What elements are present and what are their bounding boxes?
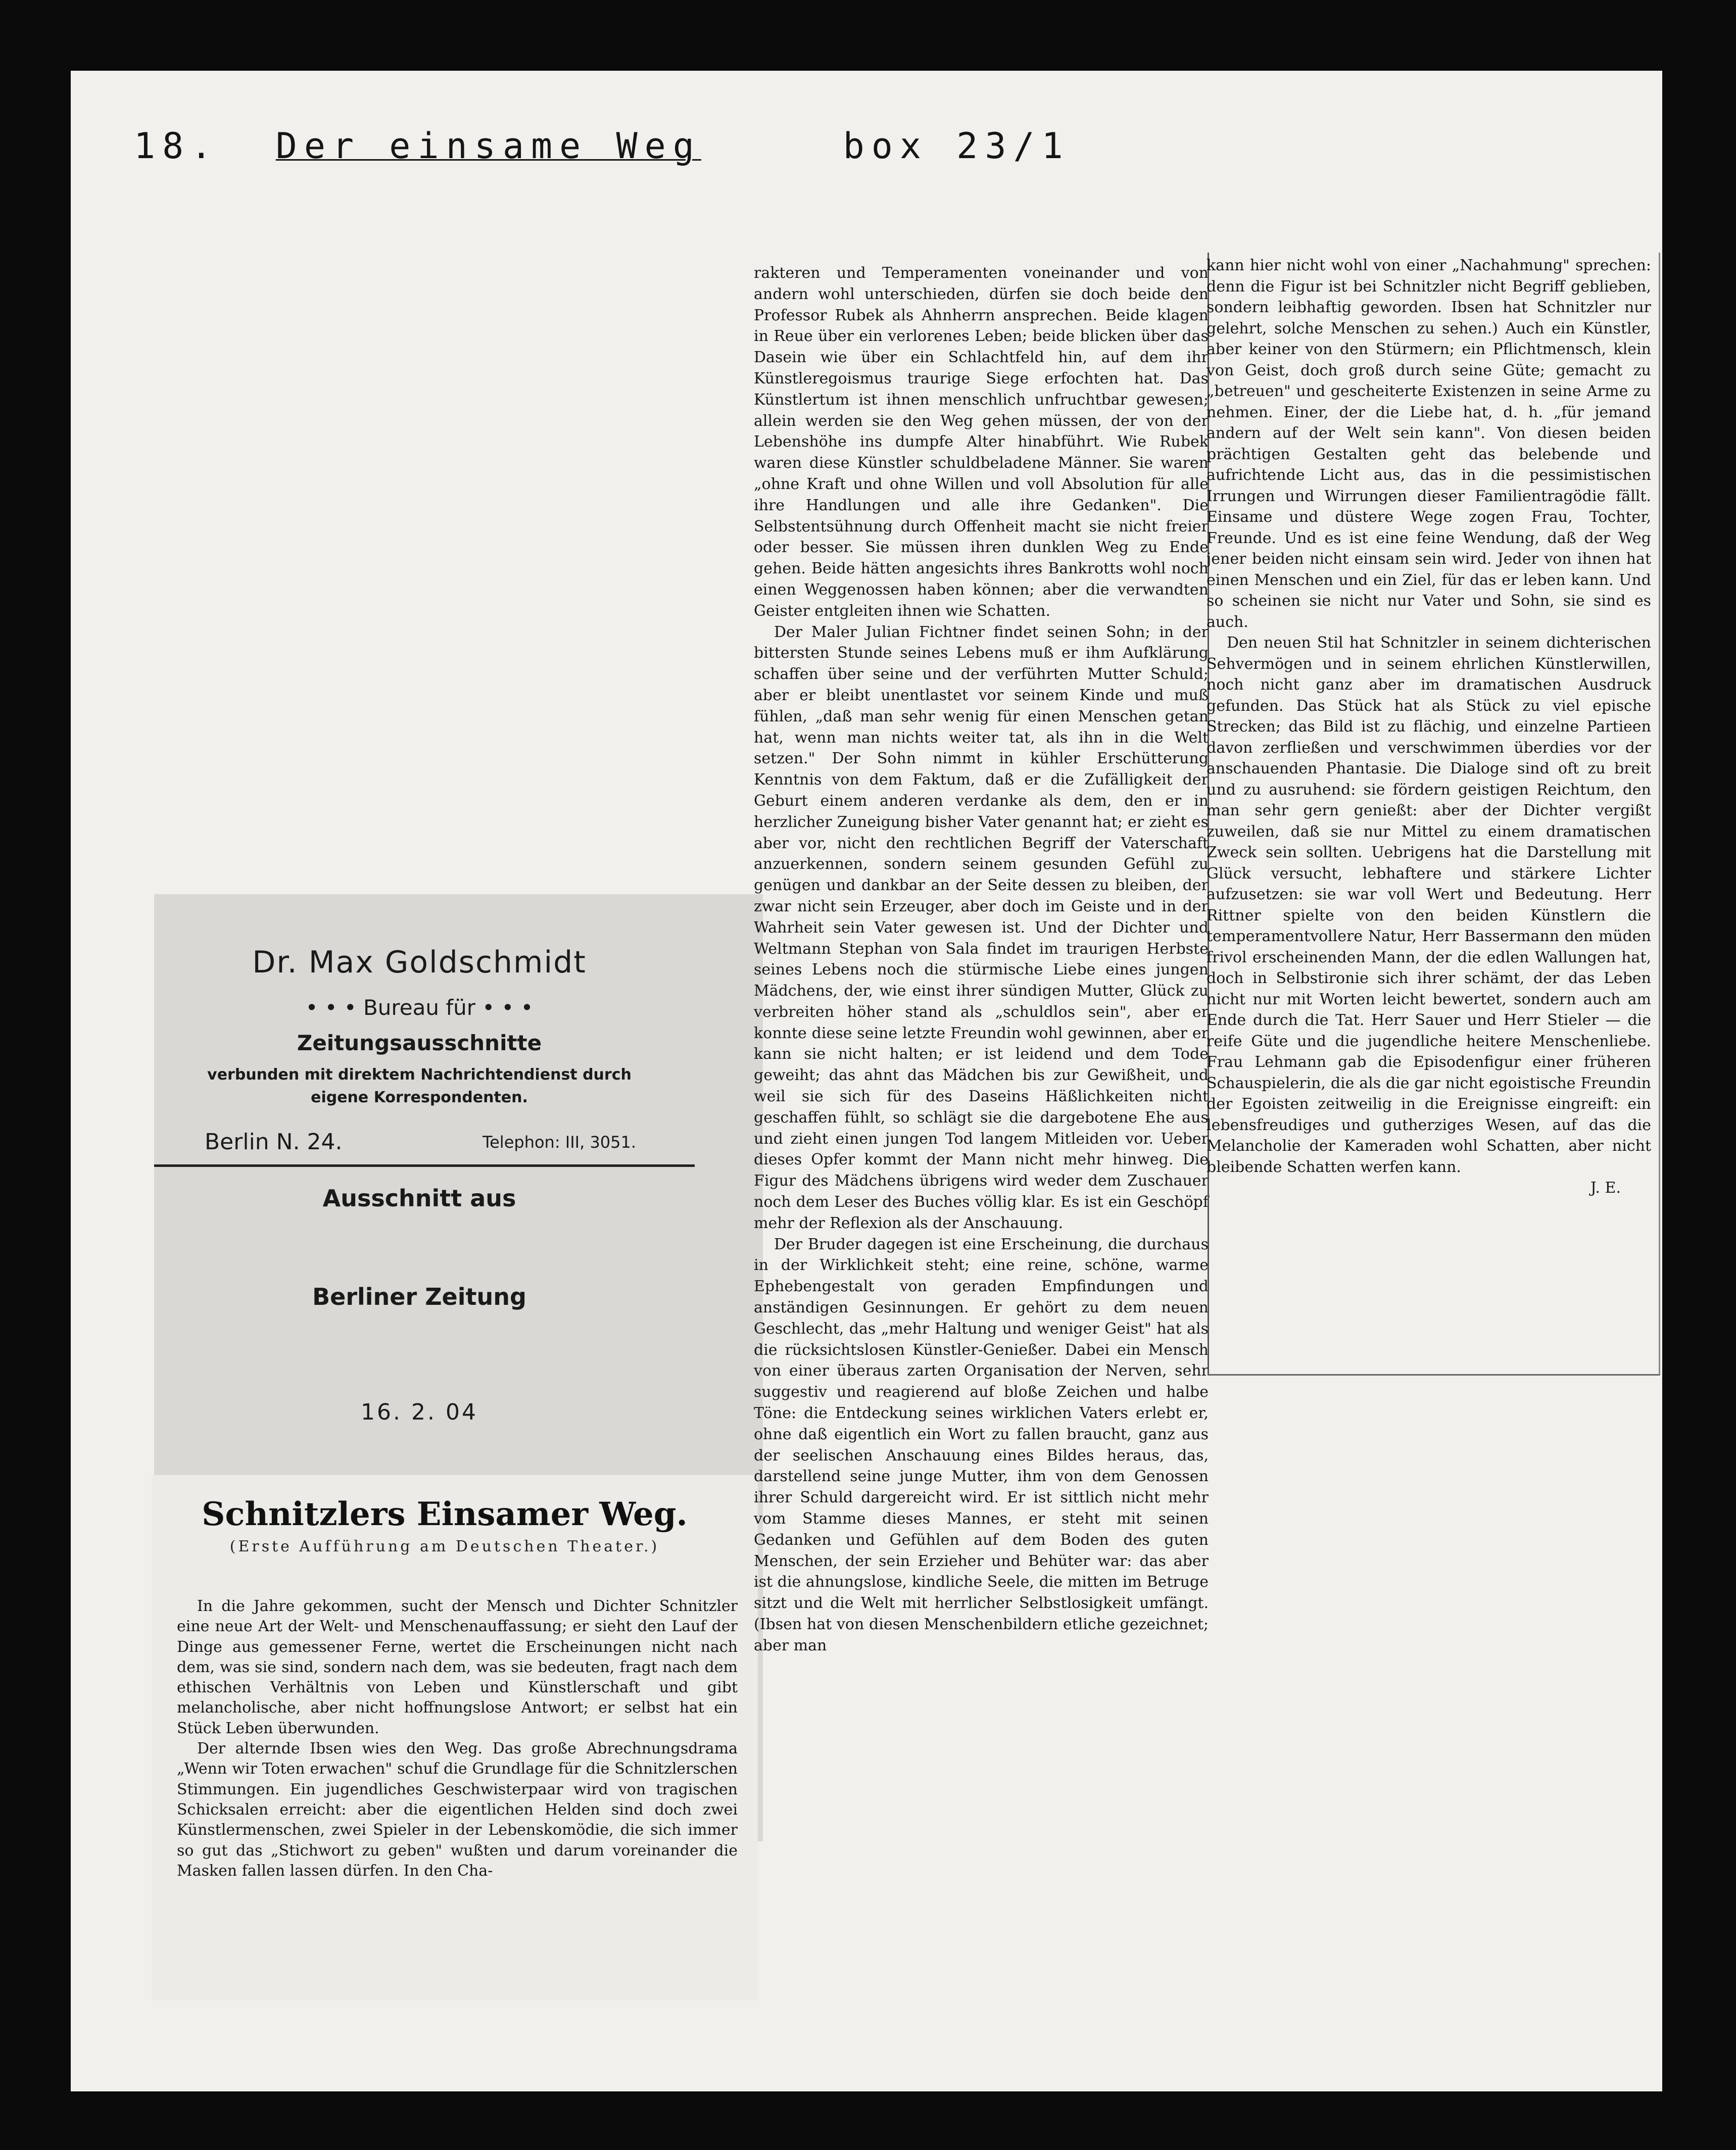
article-column-1: [177, 1596, 738, 1881]
bureau-line2: eigene Korrespondenten.: [311, 1089, 528, 1106]
bureau-line1: verbunden mit direktem Nachrichtendienst durch: [207, 1066, 632, 1084]
card-divider: [154, 1164, 695, 1167]
bureau-line: • • • Bureau für • • •: [305, 995, 534, 1020]
article-column-2: [754, 263, 1209, 1656]
bureau-name: Dr. Max Goldschmidt: [252, 945, 587, 980]
newspaper-name: Berliner Zeitung: [312, 1283, 526, 1310]
clip-from-label: Ausschnitt aus: [322, 1185, 516, 1212]
article-clipping: [152, 1475, 758, 2000]
article-paragraph: Den neuen Stil hat Schnitzler in seinem dichterischen Sehvermögen und in seinem ehrlichen Künstlerwillen, noch nicht ganz aber im dramatischen Ausdruck gefunden. Das Stück hat als Stück zu viel epische Strecken; das Bild ist zu flächig, und einzelne Partieen davon zerfließen und verschwimmen überdies vor der anschauenden Phantasie. Die Dialoge sind oft zu breit und zu ausruhend: sie fördern geistigen Reichtum, den man sehr gern genießt: aber der Dichter vergißt zuweilen, daß sie nur Mittel zu einem dramatischen Zweck sein sollten. Uebrigens hat die Darstellung mit Glück versucht, lebhaftere und stärkere Lichter aufzusetzen: sie war voll Wert und Bedeutung. Herr Rittner spielte von den beiden Künstlern die temperamentvollere Natur, Herr Bassermann den müden frivol erscheinenden Mann, der die edlen Wallungen hat, doch in Selbstironie sich ihrer schämt, der das Leben nicht nur mit Worten leicht bewertet, sondern auch am Ende durch die Tat. Herr Sauer und Herr Stieler — die reife Güte und die jugendliche heitere Menschenliebe. Frau Lehmann gab die Episodenfigur einer früheren Schauspielerin, die als die gar nicht egoistische Freundin der Egoisten zeitweilig in die Ereignisse eingreift: ein lebensfreudiges und gutherziges Wesen, auf das die Melancholie der Kameraden wohl Schatten, aber nicht bleibende Schatten werfen kann.: [1207, 634, 1651, 1176]
bureau-telephone: Telephon: III, 3051.: [483, 1133, 637, 1152]
article-paragraph: Der alternde Ibsen wies den Weg. Das große Abrechnungsdrama „Wenn wir Toten erwachen" schuf die Grundlage für die Schnitzlerschen Stimmungen. Ein jugendliches Geschwisterpaar wird von tragischen Schicksalen erreicht: aber die eigentlichen Helden sind doch zwei Künstlermenschen, zwei Spieler in der Lebenskomödie, die sich immer so gut das „Stichwort zu geben" wußten und darum voreinander die Masken fallen lassen dürfen. In den Cha-: [177, 1740, 738, 1880]
box-label: box 23/1: [843, 125, 1070, 167]
article-paragraph: Der Maler Julian Fichtner findet seinen Sohn; in der bittersten Stunde seines Lebens muß er ihm Aufklärung schaffen über seine und der verführten Mutter Schuld; aber er bleibt unentlastet vor seinem Kinde und muß fühlen, „daß man sehr wenig für einen Menschen getan hat, wenn man nichts weiter tat, als ihn in die Welt setzen." Der Sohn nimmt in kühler Erschütterung Kenntnis von dem Faktum, daß er die Zufälligkeit der Geburt einem anderen verdanke als dem, den er in herzlicher Zuneigung bisher Vater genannt hat; er zieht es aber vor, nicht den rechtlichen Begriff der Vaterschaft anzuerkennen, sondern seinem gesunden Gefühl zu genügen und dankbar an der Seite dessen zu bleiben, der zwar nicht sein Erzeuger, aber doch im Geiste und in der Wahrheit sein Vater gewesen ist. Und der Dichter und Weltmann Stephan von Sala findet im traurigen Herbste seines Lebens noch die stürmische Liebe eines jungen Mädchens, der, wie einst ihrer sündigen Mutter, Glück zu verbreiten höher stand als „schuldlos sein", aber er konnte diese seine letzte Freundin wohl gewinnen, aber er kann sie nicht halten; er ist leidend und dem Tode geweiht; das ahnt das Mädchen bis zur Gewißheit, und weil sie sich für des Daseins Häßlichkeiten nicht geschaffen fühlt, so schlägt sie die dargebotene Ehe aus und zieht einen jungen Tod langem Mitleiden vor. Ueber dieses Opfer kommt der Mann nicht mehr hinweg. Die Figur des Mädchens übrigens wird weder dem Zuschauer noch dem Leser des Buches völlig klar. Es ist ein Geschöpf mehr der Reflexion als der Anschauung.: [754, 623, 1209, 1232]
article-paragraph: Der Bruder dagegen ist eine Erscheinung, die durchaus in der Wirklichkeit steht; eine reine, schöne, warme Ephebengestalt von geraden Empfindungen und anständigen Gesinnungen. Er gehört zu dem neuen Geschlecht, das „mehr Haltung und weniger Geist" hat als die rücksichtslosen Künstler-Genießer. Dabei ein Mensch von einer überaus zarten Organisation der Nerven, sehr suggestiv und reagierend auf bloße Zeichen und halbe Töne: die Entdeckung seines wirklichen Vaters erlebt er, ohne daß eigentlich ein Wort zu fallen braucht, ganz aus der seelischen Anschauung eines Bildes heraus, das, darstellend seine junge Mutter, ihm von dem Genossen ihrer Schuld dargereicht wird. Er ist sittlich nicht mehr vom Stamme dieses Mannes, er steht mit seinen Gedanken und Gefühlen auf dem Boden des guten Menschen, der sein Erzieher und Behüter war: das aber ist die ahnungslose, kindliche Seele, die mitten im Betruge sitzt und die Welt mit herrlicher Selbstlosigkeit umfängt. (Ibsen hat von diesen Menschenbildern etliche gezeichnet; aber man: [754, 1235, 1209, 1654]
archive-header: [134, 125, 1070, 167]
clip-date: 16. 2. 04: [361, 1399, 478, 1425]
article-column-3: [1207, 255, 1651, 1199]
article-paragraph: rakteren und Temperamenten voneinander und von andern wohl unterschieden, dürfen sie doch beide den Professor Rubek als Ahnherrn ansprechen. Beide klagen in Reue über ein verlorenes Leben; beide blicken über das Dasein wie über ein Schlachtfeld hin, auf dem ihr Künstleregoismus traurige Siege erfochten hat. Das Künstlertum ist ihnen menschlich unfruchtbar gewesen; allein werden sie den Weg gehen müssen, der von der Lebenshöhe ins dumpfe Alter hinabführt. Wie Rubek waren diese Künstler schuldbeladene Männer. Sie waren „ohne Kraft und ohne Willen und voll Absolution für alle ihre Handlungen und alle ihre Gedanken". Die Selbstentsühnung durch Offenheit macht sie nicht freier oder besser. Sie müssen ihren dunklen Weg zu Ende gehen. Beide hätten angesichts ihres Bankrotts wohl noch einen Weggenossen haben können; aber die verwandten Geister entgleiten ihnen wie Schatten.: [754, 264, 1209, 620]
item-title: Der einsame Weg: [275, 125, 701, 167]
bureau-address: Berlin N. 24.: [205, 1129, 343, 1155]
item-number: 18.: [134, 125, 219, 167]
article-subheadline: (Erste Aufführung am Deutschen Theater.): [229, 1538, 660, 1555]
article-paragraph: In die Jahre gekommen, sucht der Mensch und Dichter Schnitzler eine neue Art der Welt- und Menschenauffassung; er sieht den Lauf der Dinge aus gemessener Ferne, wertet die Erscheinungen nicht nach dem, was sie sind, sondern nach dem, was sie bedeuten, fragt nach dem ethischen Verhältnis von Leben und Künstlerschaft und gibt melancholische, aber nicht hoffnungslose Antwort; er selbst hat ein Stück Leben überwunden.: [177, 1597, 738, 1737]
bureau-service: Zeitungsausschnitte: [297, 1031, 542, 1055]
article-paragraph: kann hier nicht wohl von einer „Nachahmung" sprechen: denn die Figur ist bei Schnitzler nicht Begriff geblieben, sondern leibhaftig geworden. Ibsen hat Schnitzler nur gelehrt, solche Menschen zu sehen.) Auch ein Künstler, aber keiner von den Stürmern; ein Pflichtmensch, klein von Geist, doch groß durch seine Güte; gemacht zu „betreuen" und gescheiterte Existenzen in seine Arme zu nehmen. Einer, der die Liebe hat, d. h. „für jemand andern auf der Welt sein kann". Von diesen beiden prächtigen Gestalten geht das belebende und aufrichtende Licht aus, das in die pessimistischen Irrungen und Wirrungen dieser Familientragödie fällt. Einsame und düstere Wege zogen Frau, Tochter, Freunde. Und es ist eine feine Wendung, daß der Weg jener beiden nicht einsam sein wird. Jeder von ihnen hat einen Menschen und ein Ziel, für das er leben kann. Und so scheinen sie nicht nur Vater und Sohn, sie sind es auch.: [1207, 257, 1651, 631]
article-headline: Schnitzlers Einsamer Weg.: [202, 1495, 688, 1533]
article-signature: J. E.: [1590, 1179, 1621, 1197]
